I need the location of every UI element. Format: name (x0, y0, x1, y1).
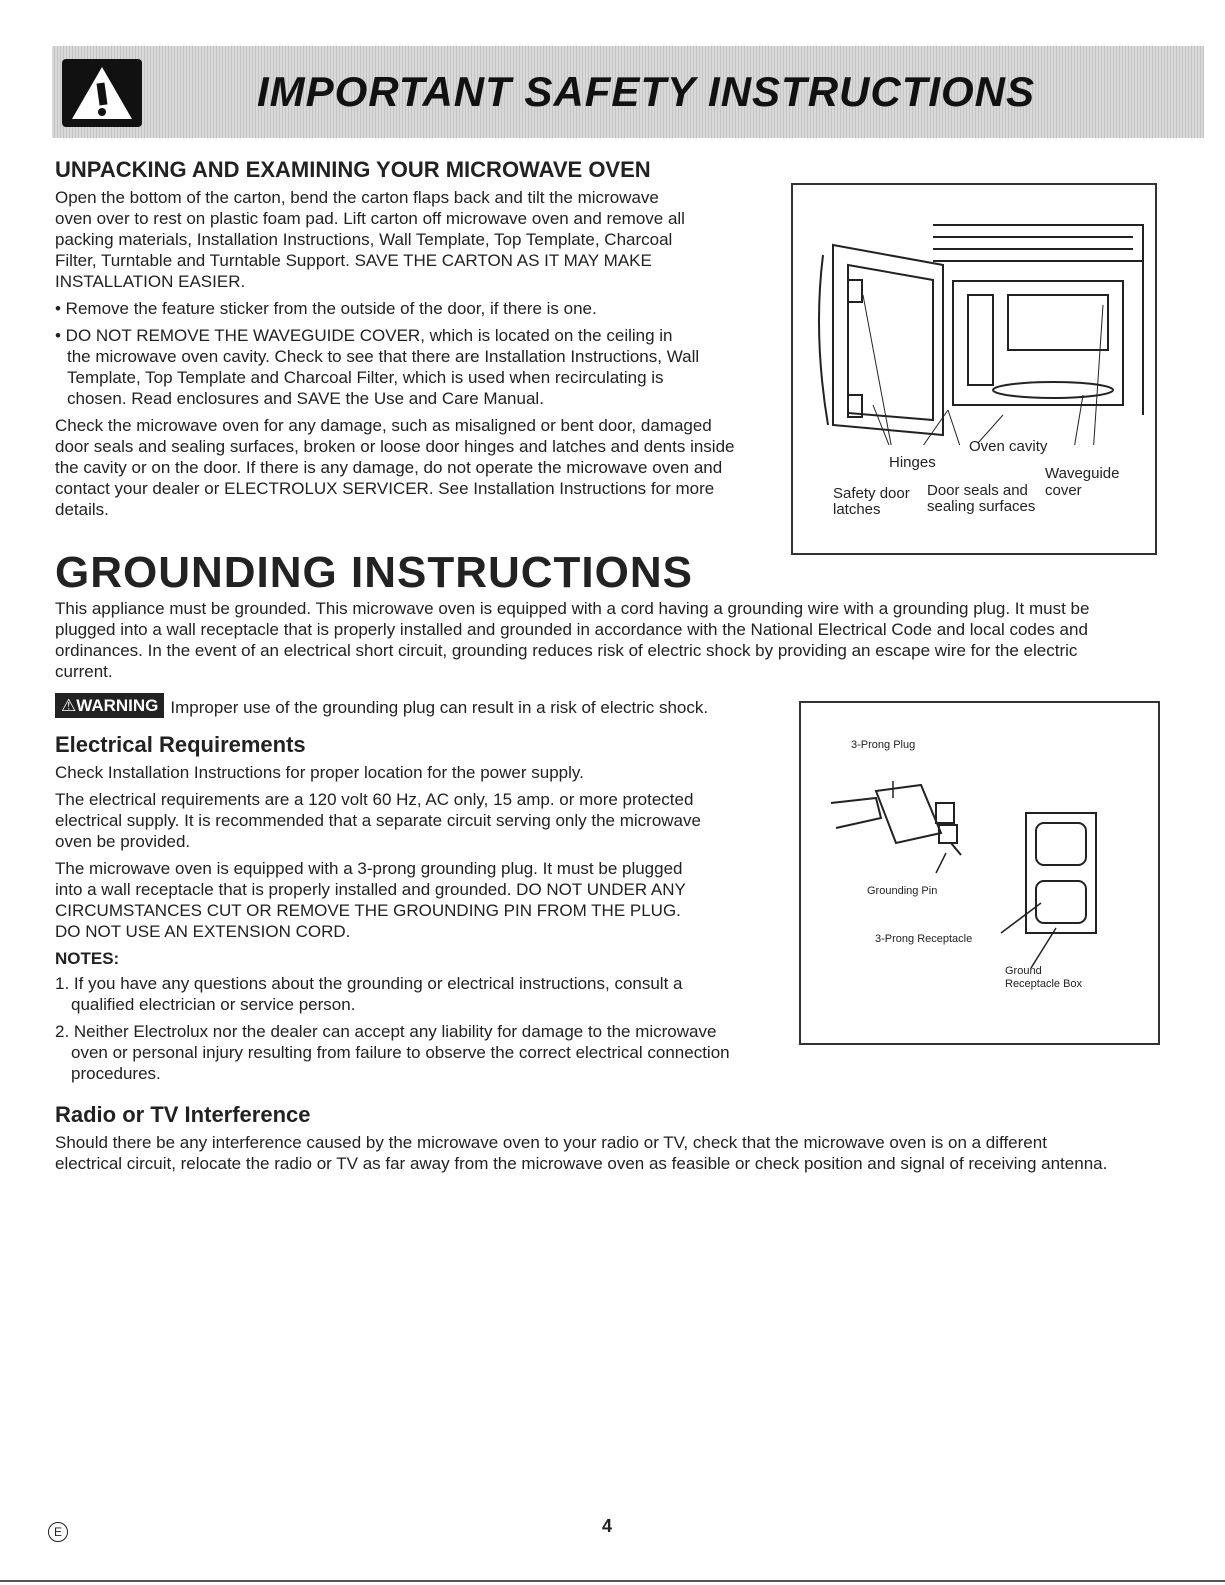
label-latches: latches (833, 501, 881, 518)
unpacking-heading: UNPACKING AND EXAMINING YOUR MICROWAVE OVEN (55, 157, 651, 182)
label-oven-cavity: Oven cavity (969, 438, 1048, 455)
label-3-prong-plug: 3-Prong Plug (851, 739, 916, 751)
electrical-paragraph-1: Check Installation Instructions for proper location for the power supply. (55, 763, 584, 782)
unpacking-bullet-2: • DO NOT REMOVE THE WAVEGUIDE COVER, which is located on the ceiling in the microwave oven cavity. Check to see that there are Installation Instructions, Wall Template, Top Template and Charcoal Filter, which is used when recirculating is chosen. Read enclosures and SAVE the Use and Care Manual. (55, 326, 700, 408)
grounding-heading: GROUNDING INSTRUCTIONS (55, 548, 693, 597)
notes-heading: NOTES: (55, 949, 120, 968)
electrical-text (55, 762, 790, 1090)
safety-banner (52, 46, 1204, 138)
grounding-paragraph: This appliance must be grounded. This microwave oven is equipped with a cord having a grounding wire with a grounding plug. It must be plugged into a wall receptacle that is properly installed and grounded in accordance with the National Electrical Code and local codes and ordinances. In the event of an electrical short circuit, grounding reduces risk of electric shock by providing an escape wire for the electric current. (55, 599, 1090, 681)
electrical-heading: Electrical Requirements (55, 732, 306, 757)
warning-exclamation-icon (62, 59, 142, 127)
grounding-text (55, 598, 1165, 688)
label-ground: Ground (1005, 965, 1042, 977)
label-waveguide: Waveguide (1045, 465, 1120, 482)
unpacking-paragraph-2: Check the microwave oven for any damage, such as misaligned or bent door, damaged door seals and sealing surfaces, broken or loose door hinges and latches and dents inside the cavity or on the door. If there is any damage, do not operate the microwave oven and contact your dealer or ELECTROLUX SERVICER. See Installation Instructions for more details. (55, 416, 735, 519)
label-3-prong-receptacle: 3-Prong Receptacle (875, 933, 973, 945)
label-sealing-surfaces: sealing surfaces (927, 498, 1036, 515)
unpacking-bullet-1: • Remove the feature sticker from the outside of the door, if there is one. (55, 299, 597, 318)
radio-text (55, 1132, 1180, 1180)
radio-heading: Radio or TV Interference (55, 1102, 311, 1127)
bottom-rule (0, 1580, 1225, 1582)
warning-badge: ⚠WARNING (55, 693, 164, 718)
note-2: 2. Neither Electrolux nor the dealer can accept any liability for damage to the microwave oven or personal injury resulting from failure to observe the correct electrical connection procedures. (55, 1022, 730, 1083)
warning-line (55, 693, 815, 718)
label-safety-door: Safety door (833, 485, 910, 502)
unpacking-text (55, 187, 785, 526)
microwave-oven-figure (791, 183, 1157, 555)
language-mark: E (48, 1522, 68, 1542)
page-number: 4 (602, 1516, 613, 1536)
label-door-seals: Door seals and (927, 482, 1028, 499)
page-title: IMPORTANT SAFETY INSTRUCTIONS (257, 68, 1036, 115)
label-cover: cover (1045, 482, 1082, 499)
oven-cavity-illustration (793, 185, 1155, 445)
grounding-plug-figure (799, 701, 1160, 1045)
label-receptacle-box: Receptacle Box (1005, 978, 1083, 990)
label-grounding-pin: Grounding Pin (867, 885, 938, 897)
electrical-paragraph-3: The microwave oven is equipped with a 3-prong grounding plug. It must be plugged into a wall receptacle that is properly installed and grounded. DO NOT UNDER ANY CIRCUMSTANCES CUT OR REMOVE THE GROUNDING PIN FROM THE PLUG. DO NOT USE AN EXTENSION CORD. (55, 859, 686, 941)
unpacking-paragraph-1: Open the bottom of the carton, bend the carton flaps back and tilt the microwave oven over to rest on plastic foam pad. Lift carton off microwave oven and remove all packing materials, Installation Instructions, Wall Template, Top Template, Charcoal Filter, Turntable and Turntable Support. SAVE THE CARTON AS IT MAY MAKE INSTALLATION EASIER. (55, 188, 685, 291)
label-hinges: Hinges (889, 454, 936, 471)
warning-text: Improper use of the grounding plug can result in a risk of electric shock. (170, 698, 709, 717)
electrical-paragraph-2: The electrical requirements are a 120 volt 60 Hz, AC only, 15 amp. or more protected electrical supply. It is recommended that a separate circuit serving only the microwave oven be provided. (55, 790, 701, 851)
note-1: 1. If you have any questions about the grounding or electrical instructions, consult a qualified electrician or service person. (55, 974, 683, 1014)
radio-paragraph: Should there be any interference caused by the microwave oven to your radio or TV, check that the microwave oven is on a different electrical circuit, relocate the radio or TV as far away from the microwave oven as feasible or check position and signal of receiving antenna. (55, 1133, 1108, 1173)
